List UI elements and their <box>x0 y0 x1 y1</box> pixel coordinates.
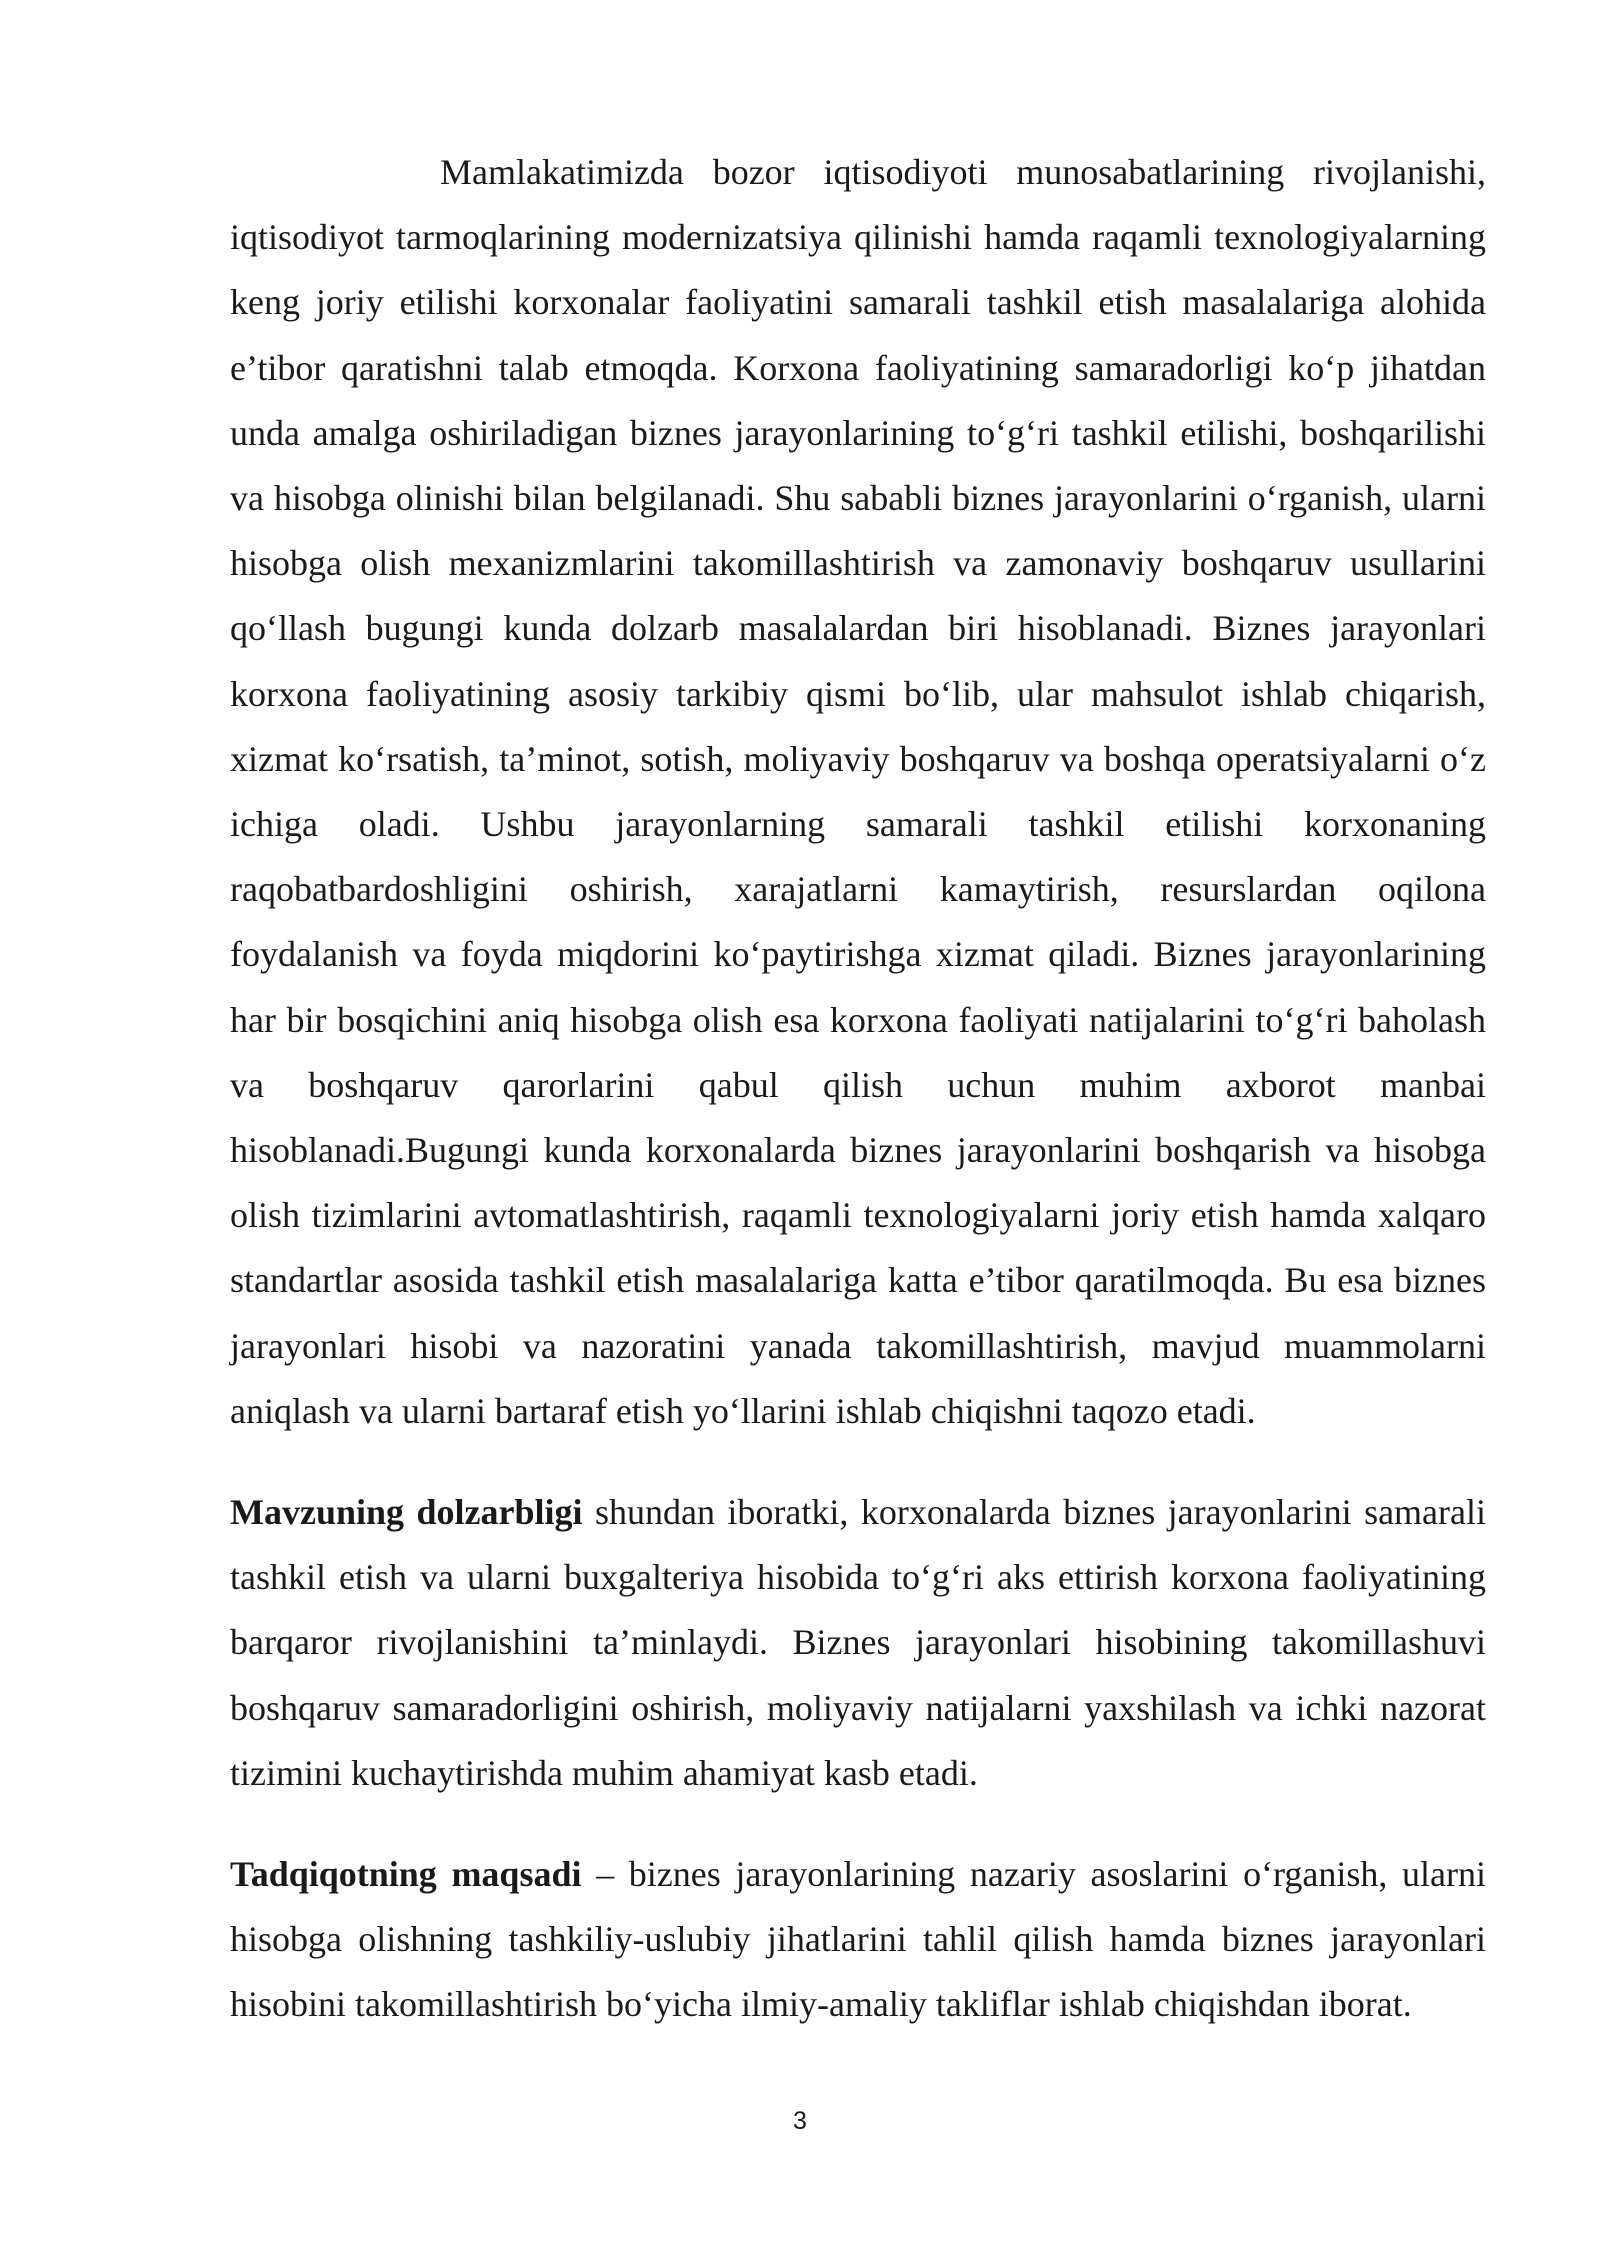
relevance-paragraph <box>230 1480 1486 1806</box>
relevance-text: shundan iboratki, korxonalarda biznes jarayonlarini samarali tashkil etish va ularni buxgalteriya hisobida to‘g‘ri aks ettirish korxona faoliyatining barqaror rivojlanishini ta’minlaydi. Biznes jarayonlari hisobining takomillashuvi boshqaruv samaradorligini oshirish, moliyaviy natijalarni yaxshilash va ichki nazorat tizimini kuchaytirishda muhim ahamiyat kasb etadi. <box>230 1492 1487 1793</box>
aim-text: – biznes jarayonlarining nazariy asoslarini o‘rganish, ularni hisobga olishning tashkiliy-uslubiy jihatlarini tahlil qilish hamda biznes jarayonlari hisobini takomillashtirish bo‘yicha ilmiy-amaliy takliflar ishlab chiqishdan iborat. <box>230 1854 1486 2025</box>
aim-paragraph <box>230 1842 1486 2038</box>
relevance-heading: Mavzuning dolzarbligi <box>230 1492 583 1533</box>
document-body <box>230 140 1486 2038</box>
page-number: 3 <box>793 2107 807 2135</box>
aim-heading: Tadqiqotning maqsadi <box>230 1854 582 1895</box>
intro-paragraph: Mamlakatimizda bozor iqtisodiyoti munosabatlarining rivojlanishi, iqtisodiyot tarmoqlarining modernizatsiya qilinishi hamda raqamli texnologiyalarning keng joriy etilishi korxonalar faoliyatini samarali tashkil etish masalalariga alohida e’tibor qaratishni talab etmoqda. Korxona faoliyatining samaradorligi ko‘p jihatdan unda amalga oshiriladigan biznes jarayonlarining to‘g‘ri tashkil etilishi, boshqarilishi va hisobga olinishi bilan belgilanadi. Shu sababli biznes jarayonlarini o‘rganish, ularni hisobga olish mexanizmlarini takomillashtirish va zamonaviy boshqaruv usullarini qo‘llash bugungi kunda dolzarb masalalardan biri hisoblanadi. Biznes jarayonlari korxona faoliyatining asosiy tarkibiy qismi bo‘lib, ular mahsulot ishlab chiqarish, xizmat ko‘rsatish, ta’minot, sotish, moliyaviy boshqaruv va boshqa operatsiyalarni o‘z ichiga oladi. Ushbu jarayonlarning samarali tashkil etilishi korxonaning raqobatbardoshligini oshirish, xarajatlarni kamaytirish, resurslardan oqilona foydalanish va foyda miqdorini ko‘paytirishga xizmat qiladi. Biznes jarayonlarining har bir bosqichini aniq hisobga olish esa korxona faoliyati natijalarini to‘g‘ri baholash va boshqaruv qarorlarini qabul qilish uchun muhim axborot manbai hisoblanadi.Bugungi kunda korxonalarda biznes jarayonlarini boshqarish va hisobga olish tizimlarini avtomatlashtirish, raqamli texnologiyalarni joriy etish hamda xalqaro standartlar asosida tashkil etish masalalariga katta e’tibor qaratilmoqda. Bu esa biznes jarayonlari hisobi va nazoratini yanada takomillashtirish, mavjud muammolarni aniqlash va ularni bartaraf etish yo‘llarini ishlab chiqishni taqozo etadi. <box>230 152 1486 1431</box>
